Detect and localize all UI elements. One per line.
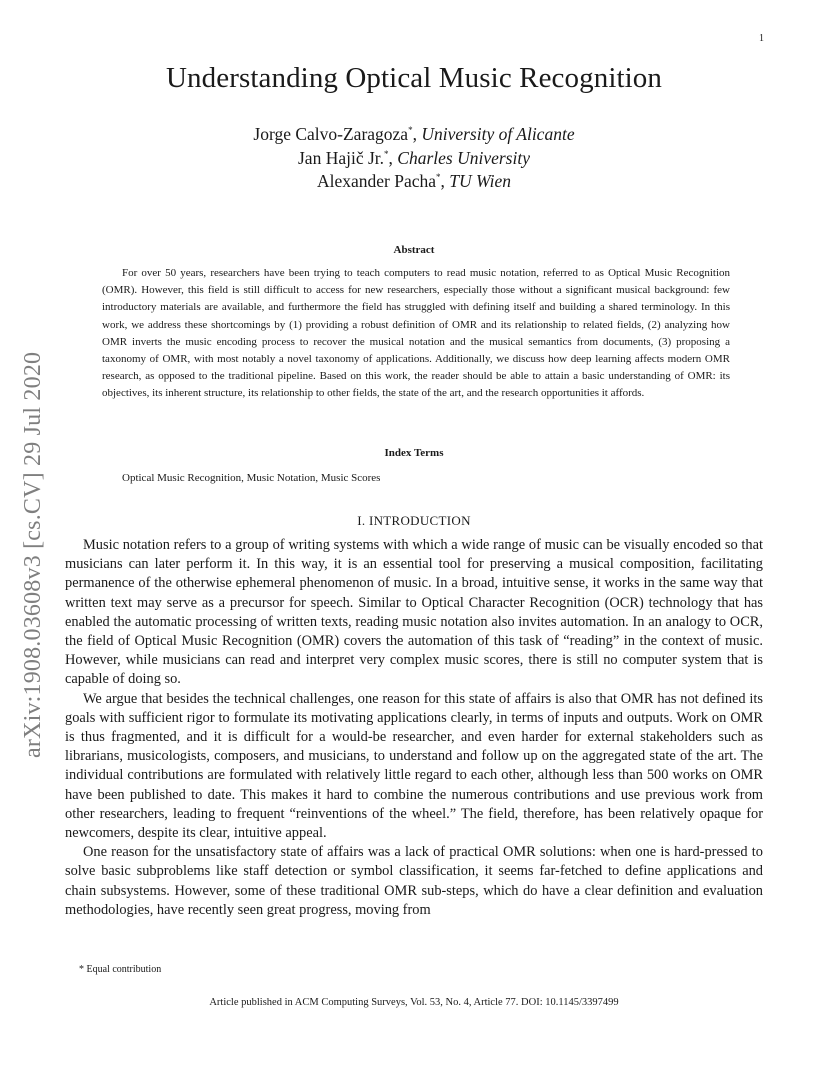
main-body (65, 536, 763, 920)
author-line: Jan Hajič Jr.*, Charles University (298, 147, 530, 168)
author-affiliation: TU Wien (449, 171, 512, 191)
page-number: 1 (759, 33, 764, 44)
footnote: * Equal contribution (79, 964, 162, 975)
body-paragraph: One reason for the unsatisfactory state of affairs was a lack of practical OMR solutions: when one is hard-pressed to solve basic subproblems like staff detection or symbol classification, it seems far-fetched to define applications and chain subsystems. However, some of these traditional OMR sub-steps, which do have a clear definition and evaluation methodologies, have recently seen great progress, moving from (65, 844, 763, 918)
author-name: Alexander Pacha (316, 171, 437, 191)
author-affiliation: Charles University (397, 147, 530, 168)
body-paragraph: Music notation refers to a group of writing systems with which a wide range of music can be visually encoded so that musicians can later perform it. In this way, it is an essential tool for preserving a musical composition, facilitating permanence of the otherwise ephemeral phenomenon of music. In a broad, intuitive sense, it works in the same way that written text may serve as a precursor for speech. Similar to Optical Character Recognition (OCR) technology that has enabled the automatic processing of written texts, reading music notation also invites automation. In an analogy to OCR, the field of Optical Music Recognition (OMR) covers the automation of this task of “reading” in the context of music. However, while musicians can read and interpret very complex music scores, there is still no computer system that is capable of doing so. (65, 537, 763, 688)
index-terms-heading: Index Terms (384, 447, 444, 459)
abstract-text: For over 50 years, researchers have been trying to teach computers to read music notation, referred to as Optical Music Recognition (OMR). However, this field is still difficult to access for new researchers, especially those without a significant musical background: few introductory materials are available, and furthermore the field has struggled with defining itself and building a shared terminology. In this work, we address these shortcomings by (1) providing a robust definition of OMR and its relationship to related fields, (2) analyzing how OMR inverts the music encoding process to recover the musical notation and the musical semantics from documents, (3) proposing a taxonomy of OMR, with most notably a novel taxonomy of applications. Additionally, we discuss how deep learning affects modern OMR research, as opposed to the traditional pipeline. Based on this work, the reader should be able to attain a basic understanding of OMR: its objectives, its inherent structure, its relationship to other fields, the state of the art, and the research opportunities it affords. (102, 267, 730, 400)
abstract-heading: Abstract (393, 244, 435, 256)
author-name: Jorge Calvo-Zaragoza (253, 124, 409, 144)
author-line: Alexander Pacha*, TU Wien (316, 171, 512, 191)
page-footer: Article published in ACM Computing Surveys, Vol. 53, No. 4, Article 77. DOI: 10.1145/3397499 (209, 997, 619, 1008)
index-terms-text: Optical Music Recognition, Music Notation, Music Scores (122, 472, 381, 484)
equal-contribution-marker: * (436, 172, 441, 183)
author-line: Jorge Calvo-Zaragoza*, University of Alicante (253, 124, 575, 144)
paper-title: Understanding Optical Music Recognition (165, 62, 662, 94)
author-block (0, 123, 828, 194)
equal-contribution-marker: * (408, 125, 413, 136)
section-title: INTRODUCTION (368, 513, 471, 528)
author-affiliation: University of Alicante (421, 124, 575, 144)
section-number: I. (357, 513, 366, 528)
arxiv-stamp: arXiv:1908.03608v3 [cs.CV] 29 Jul 2020 (20, 351, 46, 758)
equal-contribution-marker: * (384, 148, 389, 159)
author-name: Jan Hajič Jr. (298, 147, 385, 168)
body-paragraph: We argue that besides the technical challenges, one reason for this state of affairs is also that OMR has not defined its goals with sufficient rigor to formulate its motivating applications clearly, in terms of inputs and outputs. Work on OMR is thus fragmented, and it is difficult for a would-be researcher, and even harder for external stakeholders such as librarians, musicologists, composers, and musicians, to understand and follow up on the aggregated state of the art. The individual contributions are formulated with relatively little regard to each other, although less than 500 works on OMR have been published to date. This makes it hard to combine the numerous contributions and use previous work from other researchers, leading to frequent “reinventions of the wheel.” The field, therefore, has been relatively opaque for newcomers, despite its clear, intuitive appeal. (65, 690, 763, 842)
section-heading (0, 513, 828, 529)
